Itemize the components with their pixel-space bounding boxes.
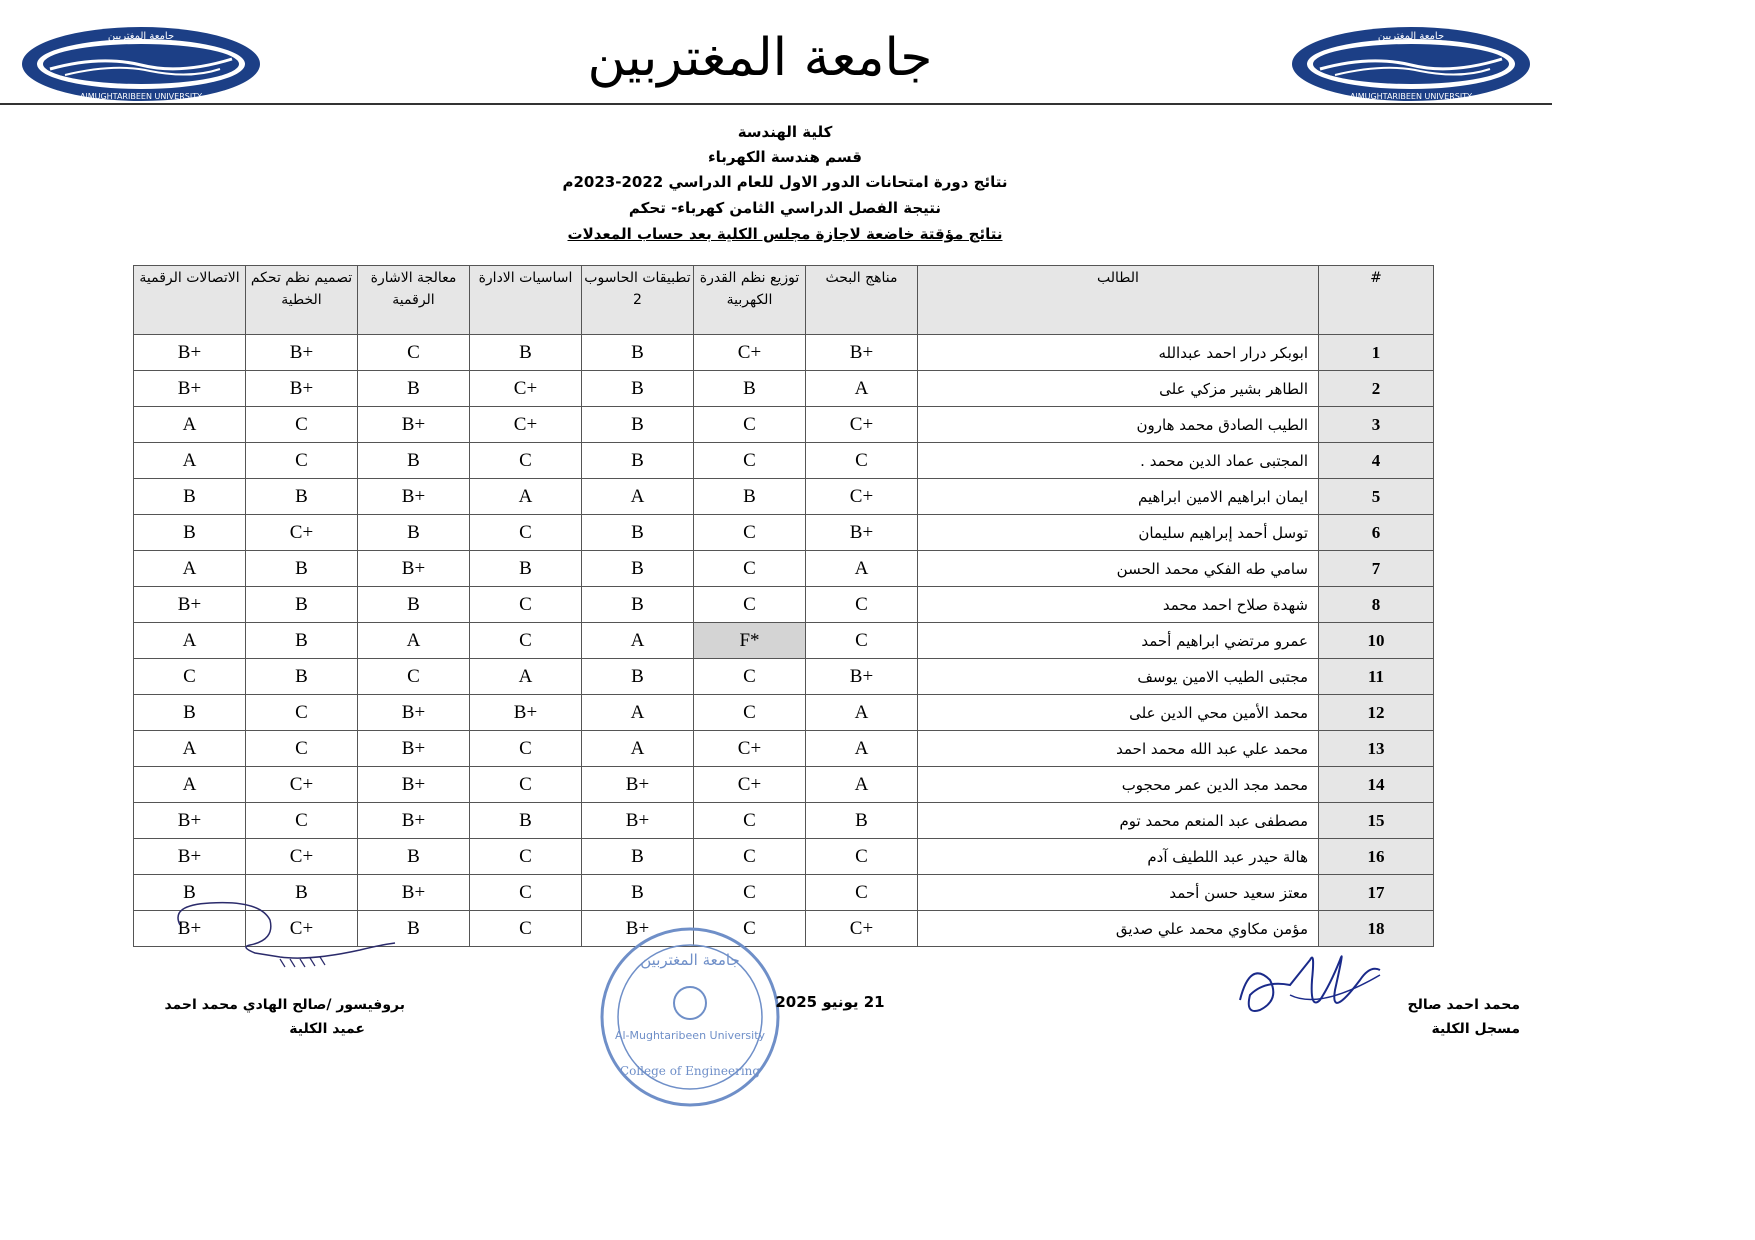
grade-cell-c3: B [582,839,694,875]
college-name: كلية الهندسة [737,123,833,141]
results-table [133,265,1434,947]
row-number: 12 [1319,695,1434,731]
grade-cell-c1: C [806,587,918,623]
grade-cell-c1: C+ [806,407,918,443]
grade-cell-c4: C+ [470,371,582,407]
grade-cell-c5: B+ [358,695,470,731]
student-name: مصطفى عبد المنعم محمد توم [918,803,1319,839]
student-name: سامي طه الفكي محمد الحسن [918,551,1319,587]
issue-date: 21 يونيو 2025 [775,993,885,1011]
grade-cell-c7: B [134,515,246,551]
grade-cell-c4: C [470,875,582,911]
grade-cell-c2: C [694,551,806,587]
row-number: 3 [1319,407,1434,443]
grade-cell-c5: B+ [358,407,470,443]
grade-cell-c1: A [806,551,918,587]
grade-cell-c5: B [358,371,470,407]
row-number: 11 [1319,659,1434,695]
grade-cell-c7: B [134,479,246,515]
grade-cell-c4: B [470,335,582,371]
student-name: توسل أحمد إبراهيم سليمان [918,515,1319,551]
grade-cell-c6: C+ [246,767,358,803]
grade-cell-c3: B+ [582,803,694,839]
table-row [134,839,1434,875]
table-row [134,695,1434,731]
grade-cell-c6: B [246,623,358,659]
header-c3: تطبيقات الحاسوب 2 [582,266,694,335]
grade-cell-c7: A [134,767,246,803]
svg-text:Al-Mughtaribeen University: Al-Mughtaribeen University [614,1029,766,1042]
grade-cell-c7: B+ [134,371,246,407]
grade-cell-c4: A [470,659,582,695]
grade-cell-c4: A [470,479,582,515]
grade-cell-c2: C [694,407,806,443]
grade-cell-c2: C+ [694,731,806,767]
grade-cell-c7: B+ [134,803,246,839]
student-name: ابوبكر درار احمد عبدالله [918,335,1319,371]
table-row [134,515,1434,551]
grade-cell-c3: A [582,695,694,731]
row-number: 10 [1319,623,1434,659]
table-row [134,371,1434,407]
student-name: ايمان ابراهيم الامين ابراهيم [918,479,1319,515]
exam-session-title: نتائج دورة امتحانات الدور الاول للعام الدراسي 2022-2023م [562,173,1008,191]
grade-cell-c6: C [246,443,358,479]
student-name: محمد علي عبد الله محمد احمد [918,731,1319,767]
student-name: مجتبى الطيب الامين يوسف [918,659,1319,695]
grade-cell-c4: C [470,443,582,479]
svg-text:College of Engineering: College of Engineering [619,1064,761,1078]
university-logo-left [20,25,262,103]
university-title: جامعة المغتربين [587,28,933,88]
grade-cell-c1: C+ [806,911,918,947]
row-number: 5 [1319,479,1434,515]
student-name: عمرو مرتضي ابراهيم أحمد [918,623,1319,659]
grade-cell-c2: B [694,371,806,407]
grade-cell-c7: B+ [134,335,246,371]
grade-cell-c7: B+ [134,839,246,875]
table-row [134,551,1434,587]
row-number: 7 [1319,551,1434,587]
student-name: الطيب الصادق محمد هارون [918,407,1319,443]
grade-cell-c7: A [134,731,246,767]
grade-cell-c4: C+ [470,407,582,443]
department-name: قسم هندسة الكهرباء [708,148,862,166]
grade-cell-c6: C+ [246,839,358,875]
grade-cell-c7: A [134,623,246,659]
grade-cell-c1: C [806,875,918,911]
header-c7: الاتصالات الرقمية [134,266,246,335]
row-number: 2 [1319,371,1434,407]
grade-cell-c6: B [246,479,358,515]
student-name: محمد الأمين محي الدين على [918,695,1319,731]
grade-cell-c5: B [358,515,470,551]
grade-cell-c5: A [358,623,470,659]
table-row [134,623,1434,659]
grade-cell-c6: B+ [246,335,358,371]
grade-cell-c5: B+ [358,875,470,911]
grade-cell-c4: B+ [470,695,582,731]
row-number: 4 [1319,443,1434,479]
registrar-block [1360,993,1520,1041]
grade-cell-c2: C+ [694,335,806,371]
table-row [134,479,1434,515]
student-name: المجتبى عماد الدين محمد . [918,443,1319,479]
grade-cell-c1: A [806,731,918,767]
grade-cell-c1: C+ [806,479,918,515]
grade-cell-c3: B [582,659,694,695]
grade-cell-c2: C [694,839,806,875]
grade-cell-c2: C [694,659,806,695]
grade-cell-c6: C+ [246,911,358,947]
registrar-name: محمد احمد صالح [1407,997,1520,1013]
grade-cell-c3: B [582,587,694,623]
grade-cell-c6: C [246,803,358,839]
grade-cell-c7: A [134,551,246,587]
grade-cell-c1: A [806,767,918,803]
grade-cell-c6: B [246,551,358,587]
grade-cell-c5: C [358,335,470,371]
grade-cell-c5: B+ [358,479,470,515]
dean-block [120,993,405,1041]
dean-name: بروفيسور /صالح الهادي محمد احمد [164,997,405,1013]
table-row [134,731,1434,767]
grade-cell-c7: B+ [134,587,246,623]
row-number: 18 [1319,911,1434,947]
svg-text:AlMUGHTARIBEEN UNIVERSITY: AlMUGHTARIBEEN UNIVERSITY [1350,92,1472,101]
grade-cell-c3: A [582,731,694,767]
svg-text:جامعة المغتربين: جامعة المغتربين [107,31,175,42]
svg-text:جامعة المغتربين: جامعة المغتربين [640,951,740,969]
grade-cell-c2: C [694,443,806,479]
row-number: 13 [1319,731,1434,767]
grade-cell-c5: B [358,443,470,479]
grade-cell-c2: C [694,911,806,947]
grade-cell-c1: C [806,839,918,875]
table-row [134,767,1434,803]
student-name: مؤمن مكاوي محمد علي صديق [918,911,1319,947]
grade-cell-c5: B [358,911,470,947]
grade-cell-c6: C+ [246,515,358,551]
header-c1: مناهج البحث [806,266,918,335]
grade-cell-c1: A [806,371,918,407]
registrar-title: مسجل الكلية [1431,1021,1520,1037]
row-number: 15 [1319,803,1434,839]
grade-cell-c3: B+ [582,767,694,803]
grade-cell-c4: B [470,551,582,587]
dean-title: عميد الكلية [289,1021,365,1037]
grade-cell-c2: C [694,587,806,623]
grade-cell-c3: A [582,479,694,515]
row-number: 8 [1319,587,1434,623]
svg-text:AlMUGHTARIBEEN UNIVERSITY: AlMUGHTARIBEEN UNIVERSITY [80,92,202,101]
grade-cell-c6: C [246,695,358,731]
grade-cell-c7: A [134,443,246,479]
grade-cell-c6: C [246,731,358,767]
grade-cell-c4: C [470,731,582,767]
student-name: شهدة صلاح احمد محمد [918,587,1319,623]
grade-cell-c1: A [806,695,918,731]
grade-cell-c5: B+ [358,551,470,587]
grade-cell-c7: B [134,875,246,911]
grade-cell-c4: C [470,587,582,623]
row-number: 1 [1319,335,1434,371]
table-header-row [134,266,1434,335]
student-name: معتز سعيد حسن أحمد [918,875,1319,911]
college-stamp [598,925,783,1110]
university-logo-right [1290,25,1532,103]
grade-cell-c3: B [582,551,694,587]
grade-cell-c5: B+ [358,767,470,803]
header-c5: معالجة الاشارة الرقمية [358,266,470,335]
grade-cell-c1: C [806,623,918,659]
table-row [134,659,1434,695]
grade-cell-c4: C [470,623,582,659]
grade-cell-c5: B+ [358,731,470,767]
grade-cell-c6: B [246,659,358,695]
grade-cell-c6: B+ [246,371,358,407]
grade-cell-c3: A [582,623,694,659]
student-name: محمد مجد الدين عمر محجوب [918,767,1319,803]
grade-cell-c4: C [470,767,582,803]
grade-cell-c5: B+ [358,803,470,839]
grade-cell-c1: B+ [806,335,918,371]
grade-cell-c2: F* [694,623,806,659]
provisional-note: نتائج مؤقتة خاضعة لاجازة مجلس الكلية بعد حساب المعدلات [567,225,1003,243]
grade-cell-c4: C [470,839,582,875]
table-row [134,335,1434,371]
header-c2: توزيع نظم القدرة الكهربية [694,266,806,335]
grade-cell-c7: A [134,407,246,443]
grade-cell-c4: B [470,803,582,839]
header-divider [0,103,1552,105]
grade-cell-c1: B [806,803,918,839]
grade-cell-c1: B+ [806,515,918,551]
grade-cell-c2: B [694,479,806,515]
grade-cell-c3: B [582,335,694,371]
header-c4: اساسيات الادارة [470,266,582,335]
semester-title: نتيجة الفصل الدراسي الثامن كهرباء- تحكم [628,199,942,217]
grade-cell-c3: B [582,515,694,551]
grade-cell-c5: B [358,839,470,875]
header-student: الطالب [918,266,1319,335]
row-number: 6 [1319,515,1434,551]
table-row [134,587,1434,623]
header-num: # [1319,266,1434,335]
dean-signature [160,895,400,970]
grade-cell-c6: B [246,875,358,911]
grade-cell-c6: B [246,587,358,623]
grade-cell-c1: B+ [806,659,918,695]
grade-cell-c4: C [470,911,582,947]
row-number: 17 [1319,875,1434,911]
grade-cell-c1: C [806,443,918,479]
row-number: 16 [1319,839,1434,875]
grade-cell-c3: B [582,443,694,479]
student-name: الطاهر بشير مزكي على [918,371,1319,407]
row-number: 14 [1319,767,1434,803]
grade-cell-c5: C [358,659,470,695]
grade-cell-c7: B [134,695,246,731]
grade-cell-c4: C [470,515,582,551]
grade-cell-c6: C [246,407,358,443]
grade-cell-c3: B [582,371,694,407]
grade-cell-c5: B [358,587,470,623]
table-row [134,443,1434,479]
grade-cell-c3: B+ [582,911,694,947]
grade-cell-c7: B+ [134,911,246,947]
student-name: هالة حيدر عبد اللطيف آدم [918,839,1319,875]
grade-cell-c3: B [582,407,694,443]
header-c6: تصميم نظم تحكم الخطية [246,266,358,335]
grade-cell-c3: B [582,875,694,911]
grade-cell-c2: C+ [694,767,806,803]
grade-cell-c2: C [694,695,806,731]
table-row [134,803,1434,839]
grade-cell-c2: C [694,803,806,839]
svg-text:جامعة المغتربين: جامعة المغتربين [1377,31,1445,42]
table-row [134,407,1434,443]
grade-cell-c2: C [694,515,806,551]
grade-cell-c2: C [694,875,806,911]
grade-cell-c7: C [134,659,246,695]
